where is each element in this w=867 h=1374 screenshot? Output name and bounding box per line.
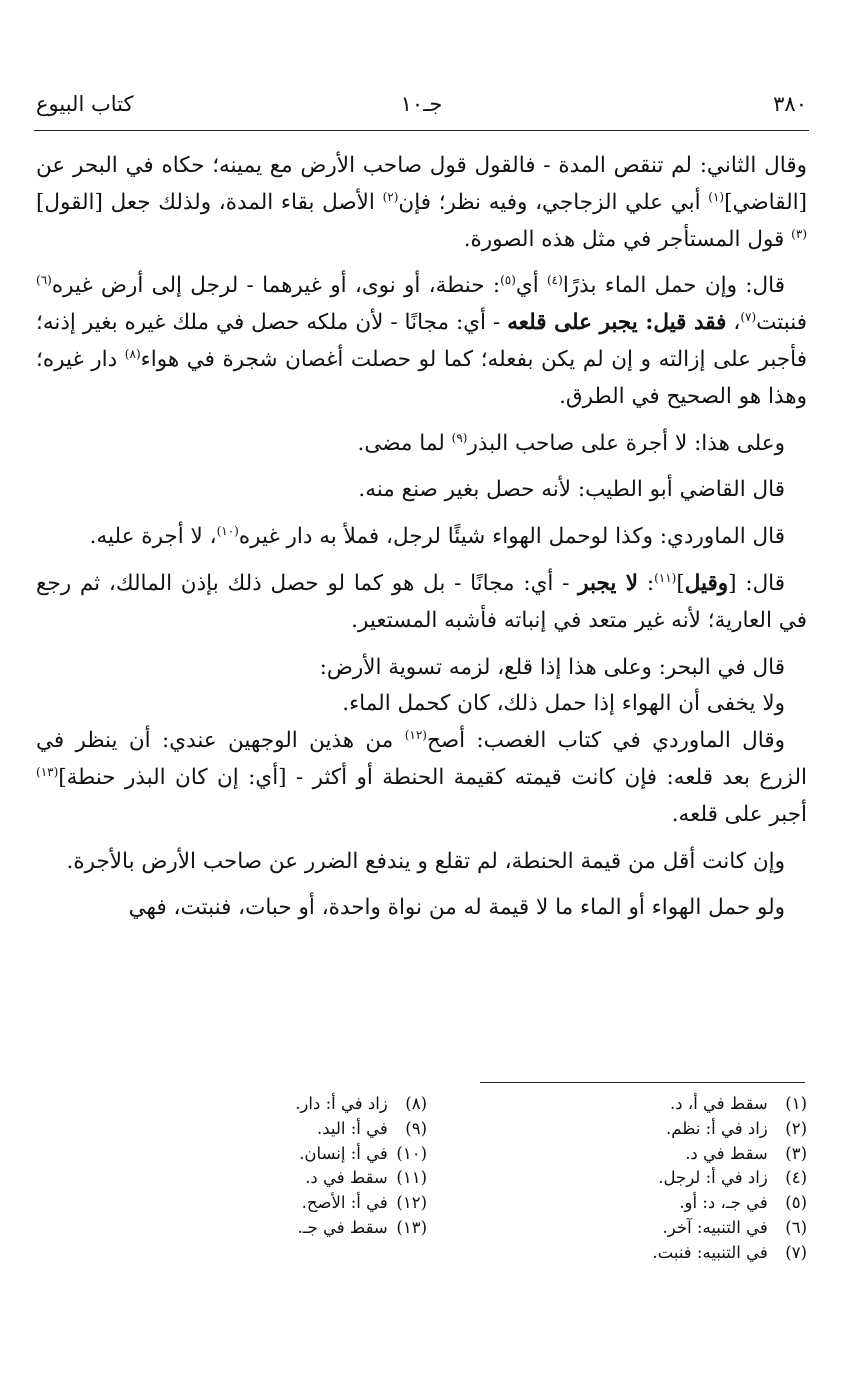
text-run: فنبتت — [756, 310, 808, 336]
footnote-item — [652, 1142, 807, 1167]
footnote-ref: (٣) — [791, 226, 807, 241]
paragraph — [36, 650, 807, 687]
footnote-ref: (٩) — [451, 430, 468, 445]
header-divider — [34, 130, 809, 131]
footnote-item — [652, 1191, 807, 1216]
text-run: قال القاضي أبو الطيب: لأنه حصل بغير صنع منه. — [358, 477, 785, 503]
footnote-text: سقط في د. — [305, 1168, 393, 1188]
text-run: : — [638, 570, 655, 596]
footnote-ref: (٤) — [546, 273, 563, 288]
footnote-text: في التنبيه: آخر. — [662, 1217, 773, 1237]
text-run: أجبر على قلعه. — [671, 801, 807, 827]
footnote-text: في أ: الأصح. — [301, 1193, 393, 1213]
paragraph — [36, 519, 807, 556]
text-run: قول المستأجر في مثل هذه الصورة. — [463, 226, 792, 252]
footnote-ref: (١) — [708, 189, 725, 204]
text-run: وقال الثاني: لم تنقص المدة - فالقول قول صاحب الأرض مع يمينه؛ حكاه في البحر عن [القاضي] — [36, 153, 807, 215]
footnote-ref: (١٢) — [404, 728, 427, 742]
text-run: أبي علي الزجاجي، وفيه نظر؛ فإن — [398, 189, 709, 215]
footnote-text: في التنبيه: فنبت. — [652, 1242, 773, 1262]
text-run: قال الماوردي: وكذا لوحمل الهواء شيئًا لرجل، فملأ به دار غيره — [238, 524, 785, 550]
footnote-item — [652, 1216, 807, 1241]
page-header — [36, 92, 807, 126]
footnote-item — [295, 1092, 427, 1117]
footnote-item — [295, 1191, 427, 1216]
footnotes-column-right — [652, 1092, 807, 1266]
paragraph — [36, 472, 807, 509]
footnote-text: زاد في أ: نظم. — [665, 1118, 773, 1138]
paragraph — [36, 686, 807, 723]
text-run: أي — [515, 273, 547, 299]
paragraph — [36, 723, 807, 833]
footnote-text: سقط في جـ. — [297, 1217, 393, 1237]
paragraph — [36, 844, 807, 881]
footnote-item — [295, 1142, 427, 1167]
main-text — [36, 148, 807, 927]
footnote-ref: (١٣) — [36, 764, 59, 779]
text-run: - أي: مجانًا - لأن ملكه حصل في ملك غيره بغير إذنه؛ فأجبر على إزالته و إن لم يكن بفعله؛ كما لو حصلت أغصان شجرة في هواء — [36, 310, 807, 372]
bold-text: لا يجبر — [578, 570, 639, 596]
footnote-text: في أ: اليد. — [316, 1118, 393, 1138]
footnote-text: في جـ، د: أو. — [679, 1193, 773, 1213]
footnote-number: (٣) — [785, 1143, 807, 1163]
footnote-item — [652, 1092, 807, 1117]
text-run: - أي: مجانًا - بل هو كما لو حصل ذلك بإذن المالك، ثم رجع في العارية؛ لأنه غير متعد في إنباته فأشبه المستعير. — [36, 570, 807, 633]
page-number: ٣٨٠ — [773, 92, 807, 116]
book-title: كتاب البيوع — [36, 92, 134, 116]
footnote-divider — [480, 1082, 805, 1083]
paragraph — [36, 566, 807, 640]
footnote-number: (٦) — [785, 1217, 807, 1237]
text-run: : حنطة، أو نوى، أو غيرهما - لرجل إلى أرض غيره — [51, 273, 501, 299]
footnote-number: (٩) — [405, 1118, 427, 1138]
footnote-number: (١٢) — [396, 1193, 427, 1213]
text-run: دار غيره؛ وهذا هو الصحيح في الطرق. — [36, 346, 807, 409]
footnote-text: زاد في أ: دار. — [295, 1094, 393, 1113]
footnote-number: (١٣) — [396, 1217, 427, 1237]
footnote-number: (١) — [785, 1094, 807, 1113]
text-run: قال: [ — [728, 570, 786, 596]
footnote-item — [652, 1241, 807, 1266]
text-run: ولو حمل الهواء أو الماء ما لا قيمة له من نواة واحدة، أو حبات، فنبتت، فهي — [128, 895, 785, 921]
text-run: وقال الماوردي في كتاب الغصب: أصح — [426, 728, 785, 754]
text-run: وإن كانت أقل من قيمة الحنطة، لم تقلع و يندفع الضرر عن صاحب الأرض بالأجرة. — [66, 848, 785, 874]
footnote-item — [295, 1216, 427, 1241]
footnote-item — [295, 1117, 427, 1142]
paragraph — [36, 426, 807, 463]
footnote-ref: (١١) — [654, 570, 677, 585]
footnote-text: سقط في د. — [685, 1143, 773, 1163]
paragraph — [36, 268, 807, 415]
footnote-number: (١١) — [396, 1168, 427, 1188]
text-run: وعلى هذا: لا أجرة على صاحب البذر — [467, 430, 785, 456]
footnote-number: (٧) — [785, 1242, 807, 1262]
footnote-number: (٥) — [785, 1193, 807, 1213]
footnote-number: (٤) — [785, 1168, 807, 1188]
text-run: قال: وإن حمل الماء بذرًا — [562, 273, 785, 299]
text-run: من هذين الوجهين عندي: أن ينظر في الزرع بعد قلعه: فإن كانت قيمته كقيمة الحنطة أو أكثر - [أي: إن كان البذر حنطة] — [36, 728, 807, 790]
text-run: ولا يخفى أن الهواء إذا حمل ذلك، كان كحمل الماء. — [342, 691, 785, 717]
text-run: الأصل بقاء المدة، ولذلك جعل [القول] — [36, 189, 383, 215]
footnote-item — [652, 1117, 807, 1142]
footnote-ref: (٢) — [382, 189, 399, 204]
footnote-ref: (٦) — [36, 273, 52, 288]
paragraph — [36, 148, 807, 258]
text-run: ، — [726, 310, 741, 336]
footnote-ref: (٥) — [500, 273, 516, 288]
footnote-item — [295, 1166, 427, 1191]
text-run: لما مضى. — [357, 430, 452, 456]
footnote-item — [652, 1166, 807, 1191]
footnote-number: (٢) — [785, 1118, 807, 1138]
bold-text: فقد قيل: يجبر على قلعه — [507, 310, 727, 336]
footnote-text: في أ: إنسان. — [299, 1143, 393, 1163]
footnote-ref: (١٠) — [216, 524, 239, 539]
footnote-number: (١٠) — [396, 1143, 427, 1163]
footnote-text: زاد في أ: لرجل. — [658, 1168, 773, 1188]
text-run: قال في البحر: وعلى هذا إذا قلع، لزمه تسوية الأرض: — [319, 654, 785, 680]
footnote-number: (٨) — [405, 1094, 427, 1113]
footnote-ref: (٧) — [740, 310, 757, 325]
paragraph — [36, 890, 807, 927]
footnotes-column-left — [295, 1092, 427, 1241]
text-run: ] — [676, 570, 685, 596]
volume-label: جـ١٠ — [400, 92, 443, 116]
footnote-ref: (٨) — [124, 346, 141, 361]
footnote-text: سقط في أ، د. — [670, 1094, 773, 1113]
text-run: ، لا أجرة عليه. — [89, 524, 217, 550]
bold-text: وقيل — [684, 570, 729, 596]
